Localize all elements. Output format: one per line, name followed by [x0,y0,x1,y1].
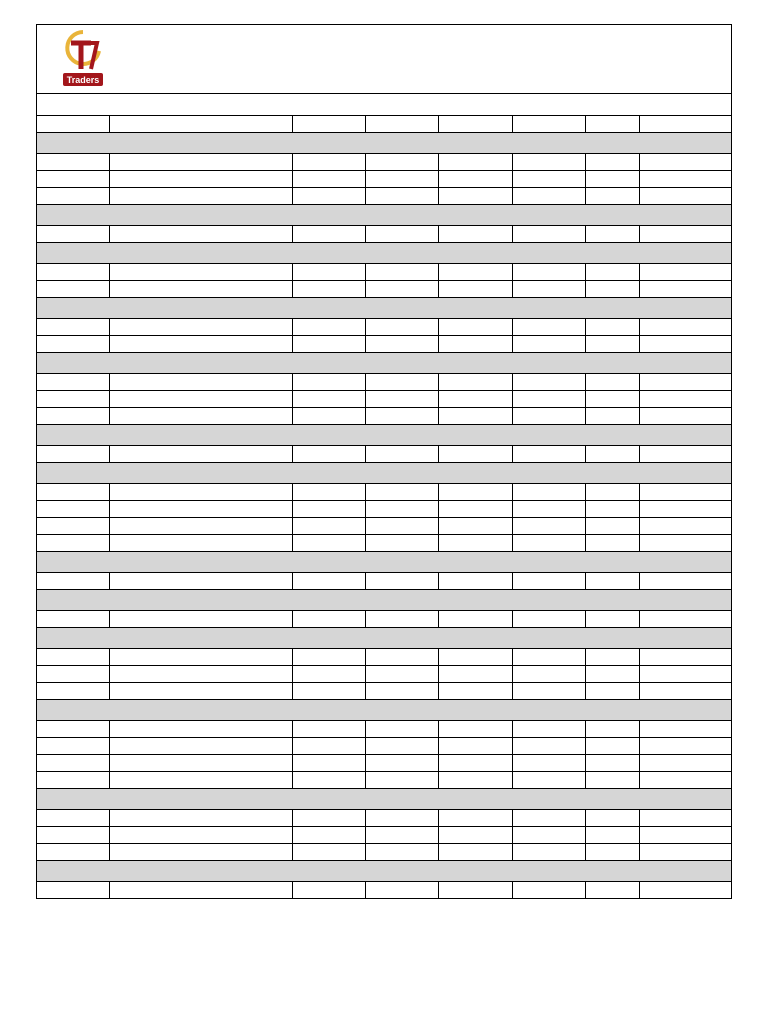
table-cell [640,573,731,589]
table-row [37,666,731,683]
table-cell [586,649,640,665]
table-cell [439,446,513,462]
table-cell [439,738,513,754]
table-cell [110,171,293,187]
table-cell [586,281,640,297]
table-cell [110,374,293,390]
table-row [37,408,731,425]
table-cell [640,810,731,826]
header-area [37,25,731,94]
table-cell [37,336,110,352]
table-cell [37,484,110,500]
table-cell [586,264,640,280]
table-cell [293,810,366,826]
table-cell [439,535,513,551]
table-cell [110,844,293,860]
table-cell [293,649,366,665]
table-cell [513,721,586,737]
table-cell [110,188,293,204]
table-row [37,810,731,827]
table-cell [513,882,586,898]
table-cell [586,827,640,843]
table-cell [439,518,513,534]
table-cell [640,171,731,187]
table-cell [640,738,731,754]
table-cell [640,116,731,132]
table-cell [37,755,110,771]
table-cell [37,116,110,132]
table-cell [640,374,731,390]
table-cell [513,281,586,297]
table-cell [366,374,439,390]
table-cell [293,518,366,534]
table-cell [110,484,293,500]
table-cell [513,171,586,187]
table-cell [439,264,513,280]
table-cell [37,264,110,280]
table-cell [366,721,439,737]
table-cell [37,666,110,682]
group-header-row [37,425,731,446]
table-cell [293,336,366,352]
table-cell [293,188,366,204]
table-row [37,374,731,391]
table-cell [439,501,513,517]
table-cell [37,738,110,754]
table-cell [640,501,731,517]
table-cell [37,226,110,242]
table-cell [640,264,731,280]
table-cell [439,116,513,132]
table-cell [640,391,731,407]
table-cell [366,772,439,788]
table-cell [366,683,439,699]
table-cell [37,683,110,699]
table-cell [366,391,439,407]
table-cell [586,573,640,589]
table-cell [110,446,293,462]
table-cell [640,518,731,534]
table-cell [439,226,513,242]
table-row [37,535,731,552]
table-cell [366,264,439,280]
table-cell [586,721,640,737]
table-cell [110,116,293,132]
table-row [37,721,731,738]
table-cell [366,535,439,551]
table-cell [513,319,586,335]
table-cell [586,116,640,132]
table-cell [37,408,110,424]
table-cell [513,666,586,682]
table-row [37,281,731,298]
table-cell [586,844,640,860]
group-header-row [37,353,731,374]
table-cell [366,336,439,352]
group-header-row [37,700,731,721]
table-cell [366,154,439,170]
table-cell [640,154,731,170]
table-cell [366,501,439,517]
table-cell [110,518,293,534]
table-row [37,336,731,353]
table-row [37,319,731,336]
table-cell [439,484,513,500]
table-cell [37,827,110,843]
table-cell [586,408,640,424]
table-row [37,772,731,789]
table-cell [293,755,366,771]
group-header-row [37,861,731,882]
table-row [37,755,731,772]
table-cell [586,446,640,462]
table-cell [586,882,640,898]
table-cell [366,611,439,627]
table-cell [110,573,293,589]
table-cell [513,683,586,699]
table-cell [439,281,513,297]
table-cell [439,721,513,737]
document-sheet [36,24,732,899]
group-header-row [37,552,731,573]
table-cell [513,755,586,771]
table-cell [586,755,640,771]
table-row [37,649,731,666]
group-header-row [37,463,731,484]
table-cell [293,772,366,788]
table-cell [586,683,640,699]
table-cell [110,810,293,826]
table-cell [110,738,293,754]
table-row [37,226,731,243]
table-cell [293,116,366,132]
table-cell [640,721,731,737]
table-cell [37,810,110,826]
table-cell [640,649,731,665]
table-cell [366,281,439,297]
table-cell [293,882,366,898]
table-cell [513,336,586,352]
table-cell [110,649,293,665]
table-cell [439,171,513,187]
table-cell [513,154,586,170]
table-cell [513,844,586,860]
table-cell [293,535,366,551]
table-cell [37,518,110,534]
table-cell [513,374,586,390]
table-cell [366,844,439,860]
table-cell [640,755,731,771]
table-cell [110,882,293,898]
table-cell [586,535,640,551]
table-cell [293,666,366,682]
table-cell [439,408,513,424]
table-cell [586,518,640,534]
table-cell [513,573,586,589]
table-cell [439,649,513,665]
table-cell [366,810,439,826]
table-cell [640,683,731,699]
table-cell [110,772,293,788]
table-cell [439,188,513,204]
group-header-row [37,789,731,810]
table-row [37,518,731,535]
table-row [37,391,731,408]
table-cell [293,319,366,335]
table-cell [293,501,366,517]
table-cell [513,188,586,204]
table-cell [110,501,293,517]
table-cell [439,755,513,771]
table-cell [513,391,586,407]
table-row [37,573,731,590]
table-cell [640,772,731,788]
table-cell [513,518,586,534]
group-header-row [37,205,731,226]
table-cell [366,116,439,132]
table-cell [366,408,439,424]
table-cell [640,188,731,204]
table-cell [293,738,366,754]
table-cell [293,611,366,627]
logo-text: Traders [66,75,100,85]
traders-logo [61,29,105,87]
table-cell [110,408,293,424]
table-cell [110,319,293,335]
table-cell [513,810,586,826]
table-cell [366,484,439,500]
table-cell [110,154,293,170]
table-row [37,882,731,898]
table-cell [513,611,586,627]
table-cell [293,281,366,297]
table-cell [640,882,731,898]
table-cell [513,226,586,242]
table-cell [293,573,366,589]
table-cell [37,721,110,737]
table-cell [513,446,586,462]
group-header-row [37,243,731,264]
group-header-row [37,590,731,611]
table-cell [439,319,513,335]
table-row [37,446,731,463]
table-cell [110,336,293,352]
table-row [37,264,731,281]
table-cell [110,535,293,551]
table-cell [37,772,110,788]
table-cell [110,281,293,297]
table-cell [366,827,439,843]
table-cell [439,827,513,843]
table-cell [513,116,586,132]
table-row [37,484,731,501]
table-cell [513,501,586,517]
table-cell [366,755,439,771]
table-cell [293,683,366,699]
table-row [37,188,731,205]
table-cell [293,827,366,843]
table-cell [439,374,513,390]
table-cell [37,374,110,390]
table-cell [439,666,513,682]
table-cell [439,154,513,170]
table-cell [110,611,293,627]
table-cell [586,188,640,204]
table-cell [366,573,439,589]
table-cell [110,755,293,771]
table-cell [640,446,731,462]
table-cell [586,391,640,407]
table-cell [439,336,513,352]
table-cell [513,408,586,424]
table-cell [37,154,110,170]
table-cell [293,484,366,500]
table-cell [110,683,293,699]
table-cell [586,772,640,788]
table-cell [640,611,731,627]
table-cell [640,408,731,424]
table-cell [366,666,439,682]
table-cell [37,171,110,187]
table-cell [366,446,439,462]
table-row [37,501,731,518]
table-cell [586,501,640,517]
table-cell [37,391,110,407]
table-row [37,844,731,861]
table-cell [439,391,513,407]
group-header-row [37,628,731,649]
table-cell [439,772,513,788]
title-row [37,94,731,116]
table-cell [513,738,586,754]
table-cell [366,518,439,534]
table-cell [293,391,366,407]
table-cell [366,882,439,898]
table-cell [640,484,731,500]
table-cell [513,649,586,665]
table-cell [366,226,439,242]
table-cell [586,154,640,170]
table-cell [37,573,110,589]
table-cell [293,446,366,462]
table-cell [513,827,586,843]
table-cell [37,446,110,462]
table-cell [640,319,731,335]
table-row [37,827,731,844]
table-cell [586,810,640,826]
table-cell [586,171,640,187]
table-cell [110,391,293,407]
table-cell [586,484,640,500]
table-cell [110,827,293,843]
table-cell [439,882,513,898]
table-cell [586,226,640,242]
table-cell [366,649,439,665]
group-header-row [37,298,731,319]
table-cell [586,611,640,627]
table-cell [293,171,366,187]
table-cell [110,264,293,280]
table-cell [37,844,110,860]
table-row [37,683,731,700]
table-cell [640,336,731,352]
table-row [37,154,731,171]
table-cell [640,226,731,242]
table-cell [439,611,513,627]
table-cell [366,171,439,187]
table-cell [586,319,640,335]
table-cell [293,154,366,170]
table-cell [513,264,586,280]
table-cell [110,721,293,737]
table-cell [640,827,731,843]
table-cell [293,408,366,424]
table-cell [366,188,439,204]
table-cell [439,844,513,860]
table-cell [586,374,640,390]
table-cell [37,882,110,898]
table-row [37,611,731,628]
data-table [37,116,731,898]
table-cell [439,683,513,699]
table-cell [37,649,110,665]
table-cell [37,319,110,335]
table-cell [37,281,110,297]
table-cell [293,721,366,737]
table-cell [37,501,110,517]
table-cell [586,666,640,682]
table-cell [586,738,640,754]
table-cell [640,281,731,297]
table-row [37,171,731,188]
table-cell [640,844,731,860]
table-cell [110,666,293,682]
table-cell [513,772,586,788]
table-cell [37,611,110,627]
table-cell [640,666,731,682]
table-cell [293,374,366,390]
table-cell [37,188,110,204]
table-cell [293,226,366,242]
table-row [37,116,731,133]
table-cell [366,319,439,335]
table-cell [293,844,366,860]
table-cell [293,264,366,280]
table-cell [640,535,731,551]
table-cell [586,336,640,352]
group-header-row [37,133,731,154]
table-cell [37,535,110,551]
table-row [37,738,731,755]
table-cell [439,810,513,826]
table-cell [110,226,293,242]
table-cell [366,738,439,754]
table-cell [513,535,586,551]
table-cell [513,484,586,500]
table-cell [439,573,513,589]
